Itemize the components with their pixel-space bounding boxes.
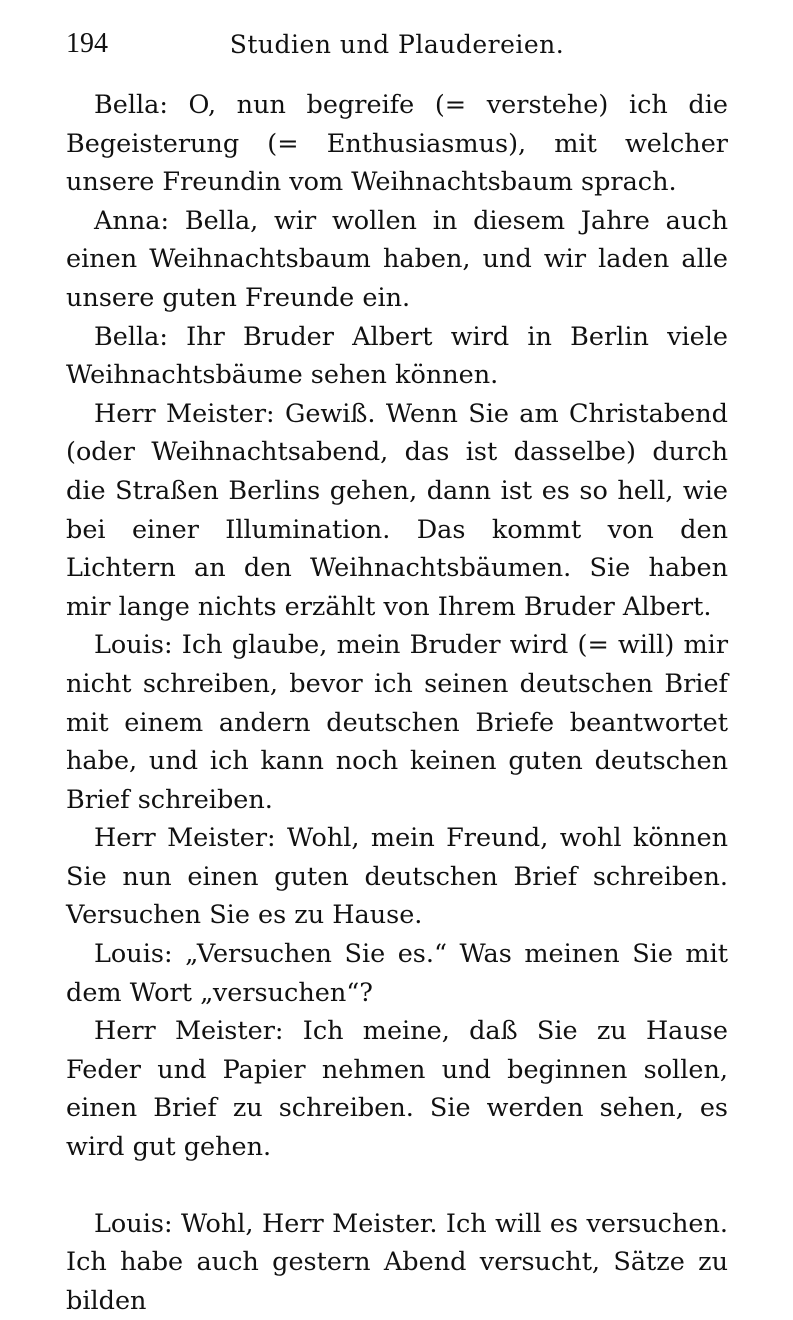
dialogue-line: Bella, wir wollen in diesem Jahre auch einen Weihnachtsbaum haben, und wir laden alle unsere guten Freunde ein. xyxy=(66,205,728,313)
speaker-label: Louis: xyxy=(94,1208,173,1239)
dialogue-paragraph xyxy=(66,202,728,318)
dialogue-paragraph xyxy=(66,626,728,819)
dialogue-line: Ich glaube, mein Bruder wird (= will) mir nicht schreiben, bevor ich seinen deutschen Brief mit einem andern deutschen Briefe beantwortet habe, und ich kann noch keinen guten deutschen Brief schreiben. xyxy=(66,630,729,815)
dialogue-line: Ich meine, daß Sie zu Hause Feder und Papier nehmen und beginnen sollen, einen Brief zu schreiben. Sie werden sehen, es wird gut gehen. xyxy=(66,1016,728,1163)
dialogue-line: „Versuchen Sie es.“ Was meinen Sie mit dem Wort „versuchen“? xyxy=(66,939,728,1008)
dialogue-paragraph xyxy=(66,395,728,627)
dialogue-line: Wohl, Herr Meister. Ich will es versuchen. Ich habe auch gestern Abend versucht, Sätze zu bilden xyxy=(66,1208,729,1316)
speaker-label: Bella: xyxy=(94,321,168,352)
speaker-label: Louis: xyxy=(94,939,173,970)
speaker-label: Herr Meister: xyxy=(94,398,275,429)
speaker-label: Herr Meister: xyxy=(94,823,276,854)
dialogue-line: Gewiß. Wenn Sie am Christabend (oder Weihnachtsabend, das ist dasselbe) durch die Straßen Berlins gehen, dann ist es so hell, wie bei einer Illumination. Das kommt von den Lichtern an den Weihnachtsbäumen. Sie haben mir lange nichts erzählt von Ihrem Bruder Albert. xyxy=(66,398,728,622)
speaker-label: Herr Meister: xyxy=(94,1016,284,1047)
dialogue-text xyxy=(66,86,728,1320)
page-number: 194 xyxy=(66,28,108,59)
dialogue-paragraph xyxy=(66,819,728,935)
dialogue-paragraph xyxy=(66,318,728,395)
running-title: Studien und Plaudereien. xyxy=(229,30,565,59)
dialogue-paragraph xyxy=(66,86,728,202)
dialogue-line: Wohl, mein Freund, wohl können Sie nun einen guten deutschen Brief schreiben. Versuchen Sie es zu Hause. xyxy=(66,823,728,931)
speaker-label: Anna: xyxy=(94,205,170,236)
dialogue-line: O, nun begreife (= verstehe) ich die Begeisterung (= Enthusiasmus), mit welcher unsere Freundin vom Weihnachtsbaum sprach. xyxy=(66,90,728,198)
dialogue-paragraph xyxy=(66,935,728,1012)
dialogue-paragraph xyxy=(66,1012,728,1166)
speaker-label: Bella: xyxy=(94,90,168,120)
page-header xyxy=(66,28,728,68)
speaker-label: Louis: xyxy=(94,630,173,661)
dialogue-line: Ihr Bruder Albert wird in Berlin viele Weihnachtsbäume sehen können. xyxy=(66,321,728,391)
